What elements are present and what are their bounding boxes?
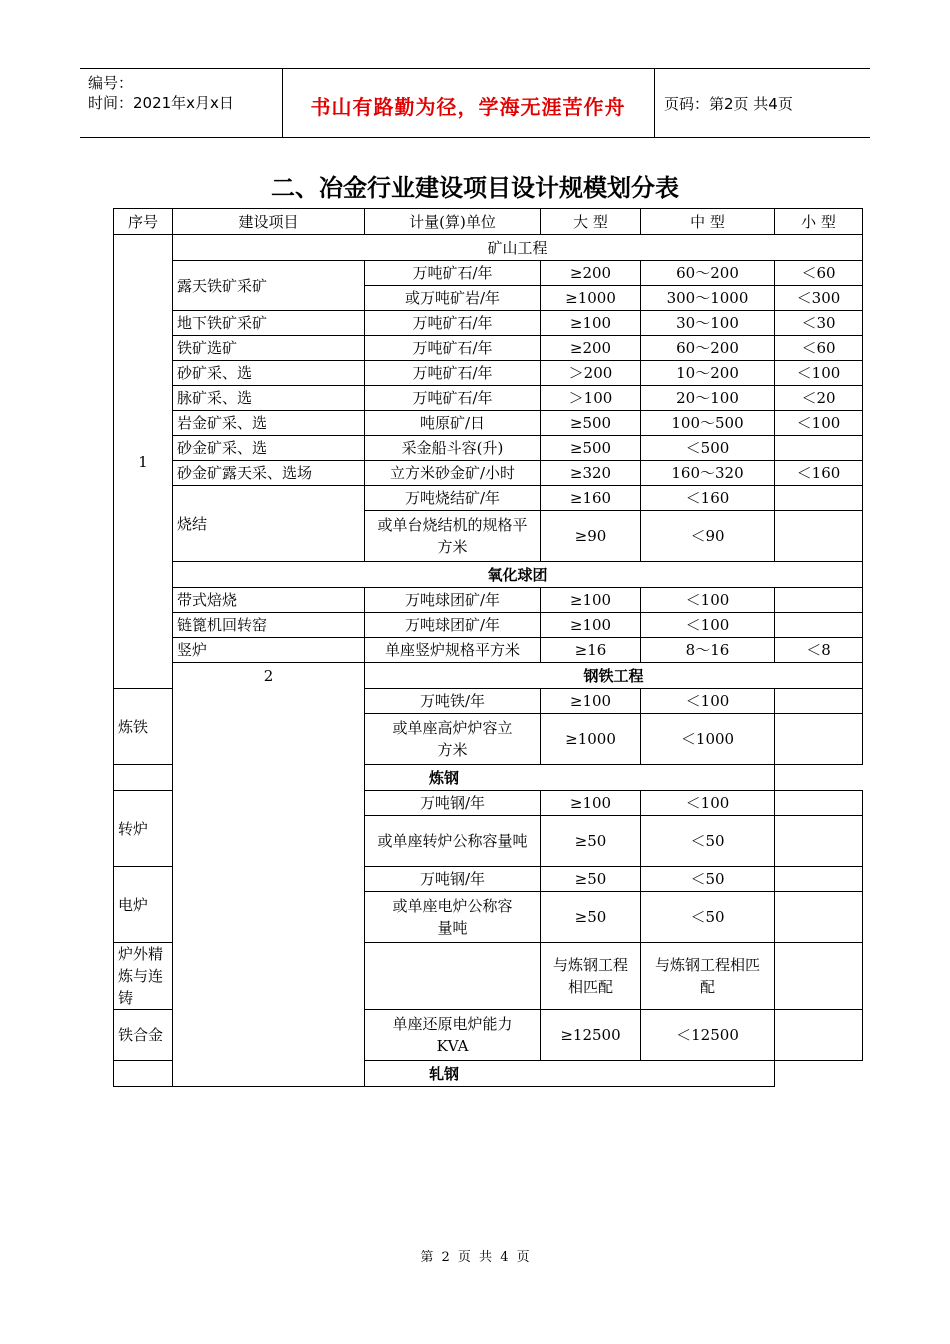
large-cell: ≥90 xyxy=(541,511,641,562)
unit-cell: 单座竖炉规格平方米 xyxy=(365,638,541,663)
header-page-info: 页码：第2页 共4页 xyxy=(664,95,793,113)
small-cell xyxy=(775,689,863,714)
medium-cell: ＜100 xyxy=(641,791,775,816)
unit-cell xyxy=(365,943,541,1010)
unit-cell: 吨原矿/日 xyxy=(365,411,541,436)
unit-cell: 万吨钢/年 xyxy=(365,791,541,816)
unit-cell: 万吨矿石/年 xyxy=(365,361,541,386)
header-motto: 书山有路勤为径，学海无涯苦作舟 xyxy=(310,95,626,119)
item-cell: 炉外精炼与连铸 xyxy=(114,943,173,1010)
unit-cell: 或单座高炉炉容立方米 xyxy=(365,714,541,765)
section-row xyxy=(114,235,863,261)
small-cell: ＜100 xyxy=(775,361,863,386)
unit-cell: 万吨烧结矿/年 xyxy=(365,486,541,511)
table-row xyxy=(114,638,863,663)
medium-cell: 60～200 xyxy=(641,336,775,361)
large-cell: ≥50 xyxy=(541,892,641,943)
small-cell xyxy=(775,511,863,562)
item-cell: 露天铁矿采矿 xyxy=(173,261,365,311)
small-cell: ＜20 xyxy=(775,386,863,411)
unit-cell: 万吨矿石/年 xyxy=(365,261,541,286)
medium-cell: ＜100 xyxy=(641,613,775,638)
small-cell xyxy=(775,892,863,943)
table-row xyxy=(114,436,863,461)
item-cell: 炼铁 xyxy=(114,689,173,765)
section-title: 氧化球团 xyxy=(173,562,863,588)
large-cell: ≥100 xyxy=(541,588,641,613)
item-cell: 转炉 xyxy=(114,791,173,867)
large-cell: ≥1000 xyxy=(541,714,641,765)
large-cell: ≥200 xyxy=(541,261,641,286)
item-cell: 竖炉 xyxy=(173,638,365,663)
small-cell: ＜300 xyxy=(775,286,863,311)
small-cell xyxy=(775,1010,863,1061)
large-cell: ≥500 xyxy=(541,411,641,436)
large-cell: ≥100 xyxy=(541,689,641,714)
section-title: 炼钢 xyxy=(114,765,775,791)
medium-cell: 8～16 xyxy=(641,638,775,663)
item-cell: 烧结 xyxy=(173,486,365,562)
column-header: 建设项目 xyxy=(173,209,365,235)
medium-cell: ＜500 xyxy=(641,436,775,461)
column-header: 大 型 xyxy=(541,209,641,235)
table-row xyxy=(114,336,863,361)
large-cell: ≥200 xyxy=(541,336,641,361)
large-cell: ≥100 xyxy=(541,613,641,638)
section-title: 矿山工程 xyxy=(173,235,863,261)
unit-cell: 万吨铁/年 xyxy=(365,689,541,714)
medium-cell: ＜1000 xyxy=(641,714,775,765)
large-cell: ≥1000 xyxy=(541,286,641,311)
item-cell: 铁矿选矿 xyxy=(173,336,365,361)
section-title: 轧钢 xyxy=(114,1061,775,1087)
large-cell: ≥100 xyxy=(541,311,641,336)
section-row xyxy=(114,1061,863,1087)
medium-cell: ＜100 xyxy=(641,689,775,714)
unit-cell: 万吨钢/年 xyxy=(365,867,541,892)
time-label: 时间：2021年x月x日 xyxy=(88,94,234,112)
medium-cell: ＜50 xyxy=(641,816,775,867)
item-cell: 带式焙烧 xyxy=(173,588,365,613)
column-header: 小 型 xyxy=(775,209,863,235)
large-cell: ≥12500 xyxy=(541,1010,641,1061)
number-label: 编号： xyxy=(88,74,134,92)
small-cell: ＜60 xyxy=(775,336,863,361)
small-cell xyxy=(775,436,863,461)
large-cell: 与炼钢工程相匹配 xyxy=(541,943,641,1010)
page-title: 二、冶金行业建设项目设计规模划分表 xyxy=(271,174,679,202)
medium-cell: 160～320 xyxy=(641,461,775,486)
unit-cell: 万吨矿石/年 xyxy=(365,386,541,411)
small-cell xyxy=(775,816,863,867)
small-cell: ＜160 xyxy=(775,461,863,486)
unit-cell: 万吨球团矿/年 xyxy=(365,588,541,613)
item-cell: 岩金矿采、选 xyxy=(173,411,365,436)
small-cell xyxy=(775,486,863,511)
medium-cell: 300～1000 xyxy=(641,286,775,311)
column-header: 计量(算)单位 xyxy=(365,209,541,235)
large-cell: ≥50 xyxy=(541,867,641,892)
item-cell: 地下铁矿采矿 xyxy=(173,311,365,336)
small-cell: ＜100 xyxy=(775,411,863,436)
unit-cell: 或单座电炉公称容量吨 xyxy=(365,892,541,943)
small-cell: ＜60 xyxy=(775,261,863,286)
item-cell: 砂金矿采、选 xyxy=(173,436,365,461)
unit-cell: 万吨矿石/年 xyxy=(365,311,541,336)
large-cell: ≥100 xyxy=(541,791,641,816)
large-cell: ≥500 xyxy=(541,436,641,461)
table-row xyxy=(114,486,863,511)
large-cell: ≥160 xyxy=(541,486,641,511)
unit-cell: 万吨球团矿/年 xyxy=(365,613,541,638)
column-header: 中 型 xyxy=(641,209,775,235)
table-row xyxy=(114,311,863,336)
large-cell: ≥320 xyxy=(541,461,641,486)
medium-cell: 30～100 xyxy=(641,311,775,336)
item-cell: 砂矿采、选 xyxy=(173,361,365,386)
item-cell: 电炉 xyxy=(114,867,173,943)
header-meta xyxy=(88,73,234,113)
row-number: 2 xyxy=(173,663,365,1087)
column-header: 序号 xyxy=(114,209,173,235)
medium-cell: ＜90 xyxy=(641,511,775,562)
unit-cell: 或单座转炉公称容量吨 xyxy=(365,816,541,867)
small-cell xyxy=(775,714,863,765)
page-header xyxy=(80,68,870,138)
header-divider xyxy=(654,69,655,137)
medium-cell: ＜50 xyxy=(641,867,775,892)
unit-cell: 单座还原电炉能力KVA xyxy=(365,1010,541,1061)
item-cell: 铁合金 xyxy=(114,1010,173,1061)
medium-cell: ＜160 xyxy=(641,486,775,511)
medium-cell: 10～200 xyxy=(641,361,775,386)
medium-cell: ＜50 xyxy=(641,892,775,943)
large-cell: ＞200 xyxy=(541,361,641,386)
section-row xyxy=(114,663,863,689)
table-row xyxy=(114,386,863,411)
medium-cell: ＜12500 xyxy=(641,1010,775,1061)
table-row xyxy=(114,461,863,486)
medium-cell: 100～500 xyxy=(641,411,775,436)
row-number: 1 xyxy=(114,235,173,689)
medium-cell: 60～200 xyxy=(641,261,775,286)
table-header-row xyxy=(114,209,863,235)
section-row xyxy=(114,765,863,791)
small-cell xyxy=(775,613,863,638)
unit-cell: 或单台烧结机的规格平方米 xyxy=(365,511,541,562)
small-cell xyxy=(775,943,863,1010)
large-cell: ＞100 xyxy=(541,386,641,411)
unit-cell: 或万吨矿岩/年 xyxy=(365,286,541,311)
large-cell: ≥16 xyxy=(541,638,641,663)
table-row xyxy=(114,613,863,638)
unit-cell: 万吨矿石/年 xyxy=(365,336,541,361)
page-footer: 第 2 页 共 4 页 xyxy=(420,1250,530,1265)
small-cell xyxy=(775,791,863,816)
section-title: 钢铁工程 xyxy=(365,663,863,689)
table-row xyxy=(114,361,863,386)
table-row xyxy=(114,588,863,613)
large-cell: ≥50 xyxy=(541,816,641,867)
small-cell xyxy=(775,588,863,613)
unit-cell: 采金船斗容(升) xyxy=(365,436,541,461)
table-row xyxy=(114,261,863,286)
section-row xyxy=(114,562,863,588)
medium-cell: 20～100 xyxy=(641,386,775,411)
small-cell: ＜8 xyxy=(775,638,863,663)
table-row xyxy=(114,411,863,436)
item-cell: 链篦机回转窑 xyxy=(173,613,365,638)
small-cell xyxy=(775,867,863,892)
item-cell: 脉矿采、选 xyxy=(173,386,365,411)
small-cell: ＜30 xyxy=(775,311,863,336)
item-cell: 砂金矿露天采、选场 xyxy=(173,461,365,486)
medium-cell: 与炼钢工程相匹配 xyxy=(641,943,775,1010)
medium-cell: ＜100 xyxy=(641,588,775,613)
scale-table xyxy=(113,208,863,1087)
unit-cell: 立方米砂金矿/小时 xyxy=(365,461,541,486)
